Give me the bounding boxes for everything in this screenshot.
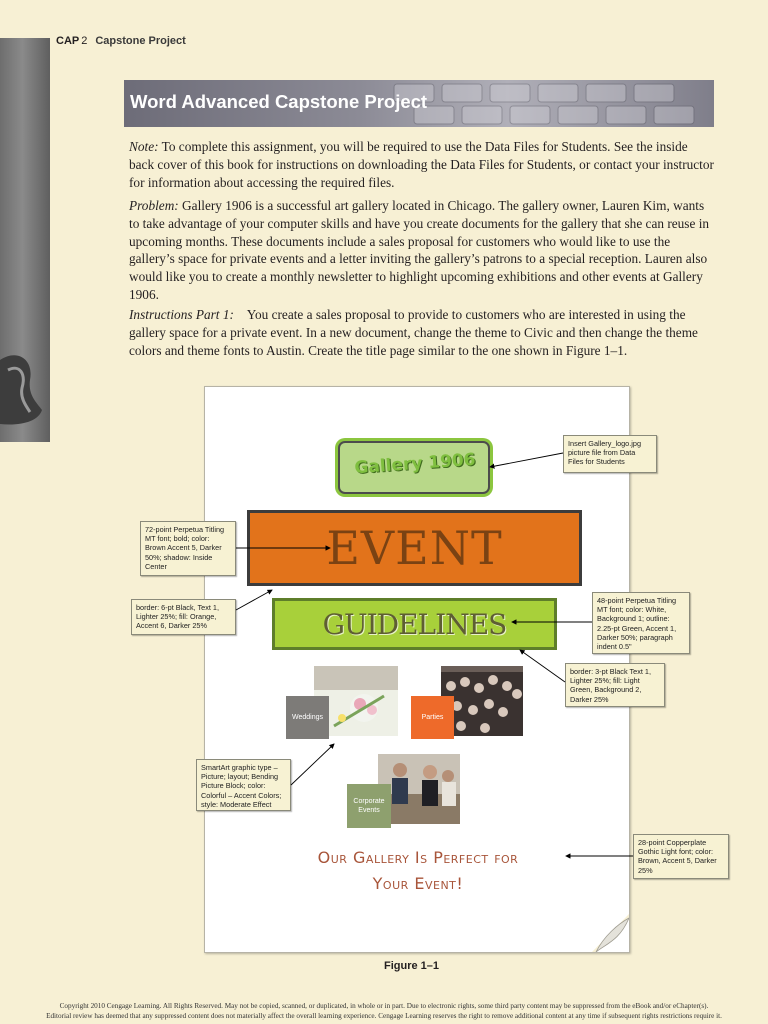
corporate-label: Corporate Events [353, 798, 385, 814]
figure-caption: Figure 1–1 [384, 960, 440, 972]
title-banner [124, 80, 714, 127]
problem-label: Problem: [129, 198, 179, 213]
callout-event-border: border: 6-pt Black, Text 1, Lighter 25%; fill: Orange, Accent 6, Darker 25% [131, 599, 236, 635]
copyright-line-2: Editorial review has deemed that any suppressed content does not materially affect the overall learning experience. Cengage Learning reserves the right to remove additional content at any time if subsequent rights restrictions require it. [46, 1012, 722, 1020]
callout-guidelines-border: border: 3-pt Black Text 1, Lighter 25%; fill: Light Green, Background 2, Darker 25% [565, 663, 665, 707]
tagline [240, 845, 596, 897]
problem-text: Gallery 1906 is a successful art gallery located in Chicago. The gallery owner, Lauren Kim, wants to take advantage of your computer skills and have you create documents for the gallery that she can reuse in upcoming months. These documents include a sales proposal for customers who would like to use the gallery’s space for private events and a letter inviting the gallery’s patrons to a special reception. Lauren also would like you to create a monthly newsletter to highlight upcoming exhibitions and other events at Gallery 1906. [129, 198, 710, 302]
callout-guidelines-font: 48-point Perpetua Titling MT font; color: White, Background 1; outline: 2.25-pt Green, Accent 1, Darker 50%; paragraph indent 0.5" [592, 592, 690, 654]
tagline-line-1: Our Gallery Is Perfect for [317, 848, 519, 867]
chapter-number: 2 [81, 35, 88, 47]
note-label: Note: [129, 139, 159, 154]
running-head [56, 35, 186, 47]
callout-tagline: 28-point Copperplate Gothic Light font; color: Brown, Accent 5, Darker 25% [633, 834, 729, 879]
guidelines-heading-box [272, 598, 557, 650]
tagline-line-2: Your Event! [372, 874, 464, 893]
sculpture-image [0, 340, 44, 430]
instructions-paragraph [129, 306, 714, 359]
note-paragraph [129, 138, 714, 191]
instructions-label: Instructions Part 1: [129, 307, 234, 322]
guidelines-heading: GUIDELINES [322, 607, 507, 641]
section-name: Capstone Project [95, 35, 186, 47]
copyright-notice [0, 1001, 768, 1021]
callout-logo: Insert Gallery_logo.jpg picture file from Data Files for Students [563, 435, 657, 473]
callout-event-font: 72-point Perpetua Titling MT font; bold; color: Brown Accent 5, Darker 50%; shadow: Inside Center [140, 521, 236, 576]
keyboard-image [384, 80, 714, 127]
event-heading-box [247, 510, 582, 586]
gallery-logo-text: Gallery 1906 [353, 449, 477, 479]
page-curl [592, 914, 629, 952]
copyright-line-1: Copyright 2010 Cengage Learning. All Rights Reserved. May not be copied, scanned, or duplicated, in whole or in part. Due to electronic rights, some third party content may be suppressed from the eBook and/or eChapter(s). [59, 1002, 709, 1010]
instructions-text: You create a sales proposal to provide to customers who are interested in using the gallery space for a private event. In a new document, change the theme to Civic and then change the theme colors and theme fonts to Austin. Create the title page similar to the one shown in Figure 1–1. [129, 307, 702, 358]
parties-label: Parties [421, 714, 444, 721]
weddings-label: Weddings [291, 714, 323, 721]
chapter-label: CAP [56, 35, 80, 47]
event-heading: EVENT [326, 521, 503, 575]
problem-paragraph [129, 197, 714, 304]
page-title: Word Advanced Capstone Project [130, 91, 428, 112]
callout-smartart: SmartArt graphic type – Picture; layout; Bending Picture Block; color: Colorful – Accent Colors; style: Moderate Effect [196, 759, 291, 811]
note-text: To complete this assignment, you will be required to use the Data Files for Students. See the inside back cover of this book for instructions on downloading the Data Files for Students, or contact your instructor for information about accessing the required files. [129, 139, 714, 190]
